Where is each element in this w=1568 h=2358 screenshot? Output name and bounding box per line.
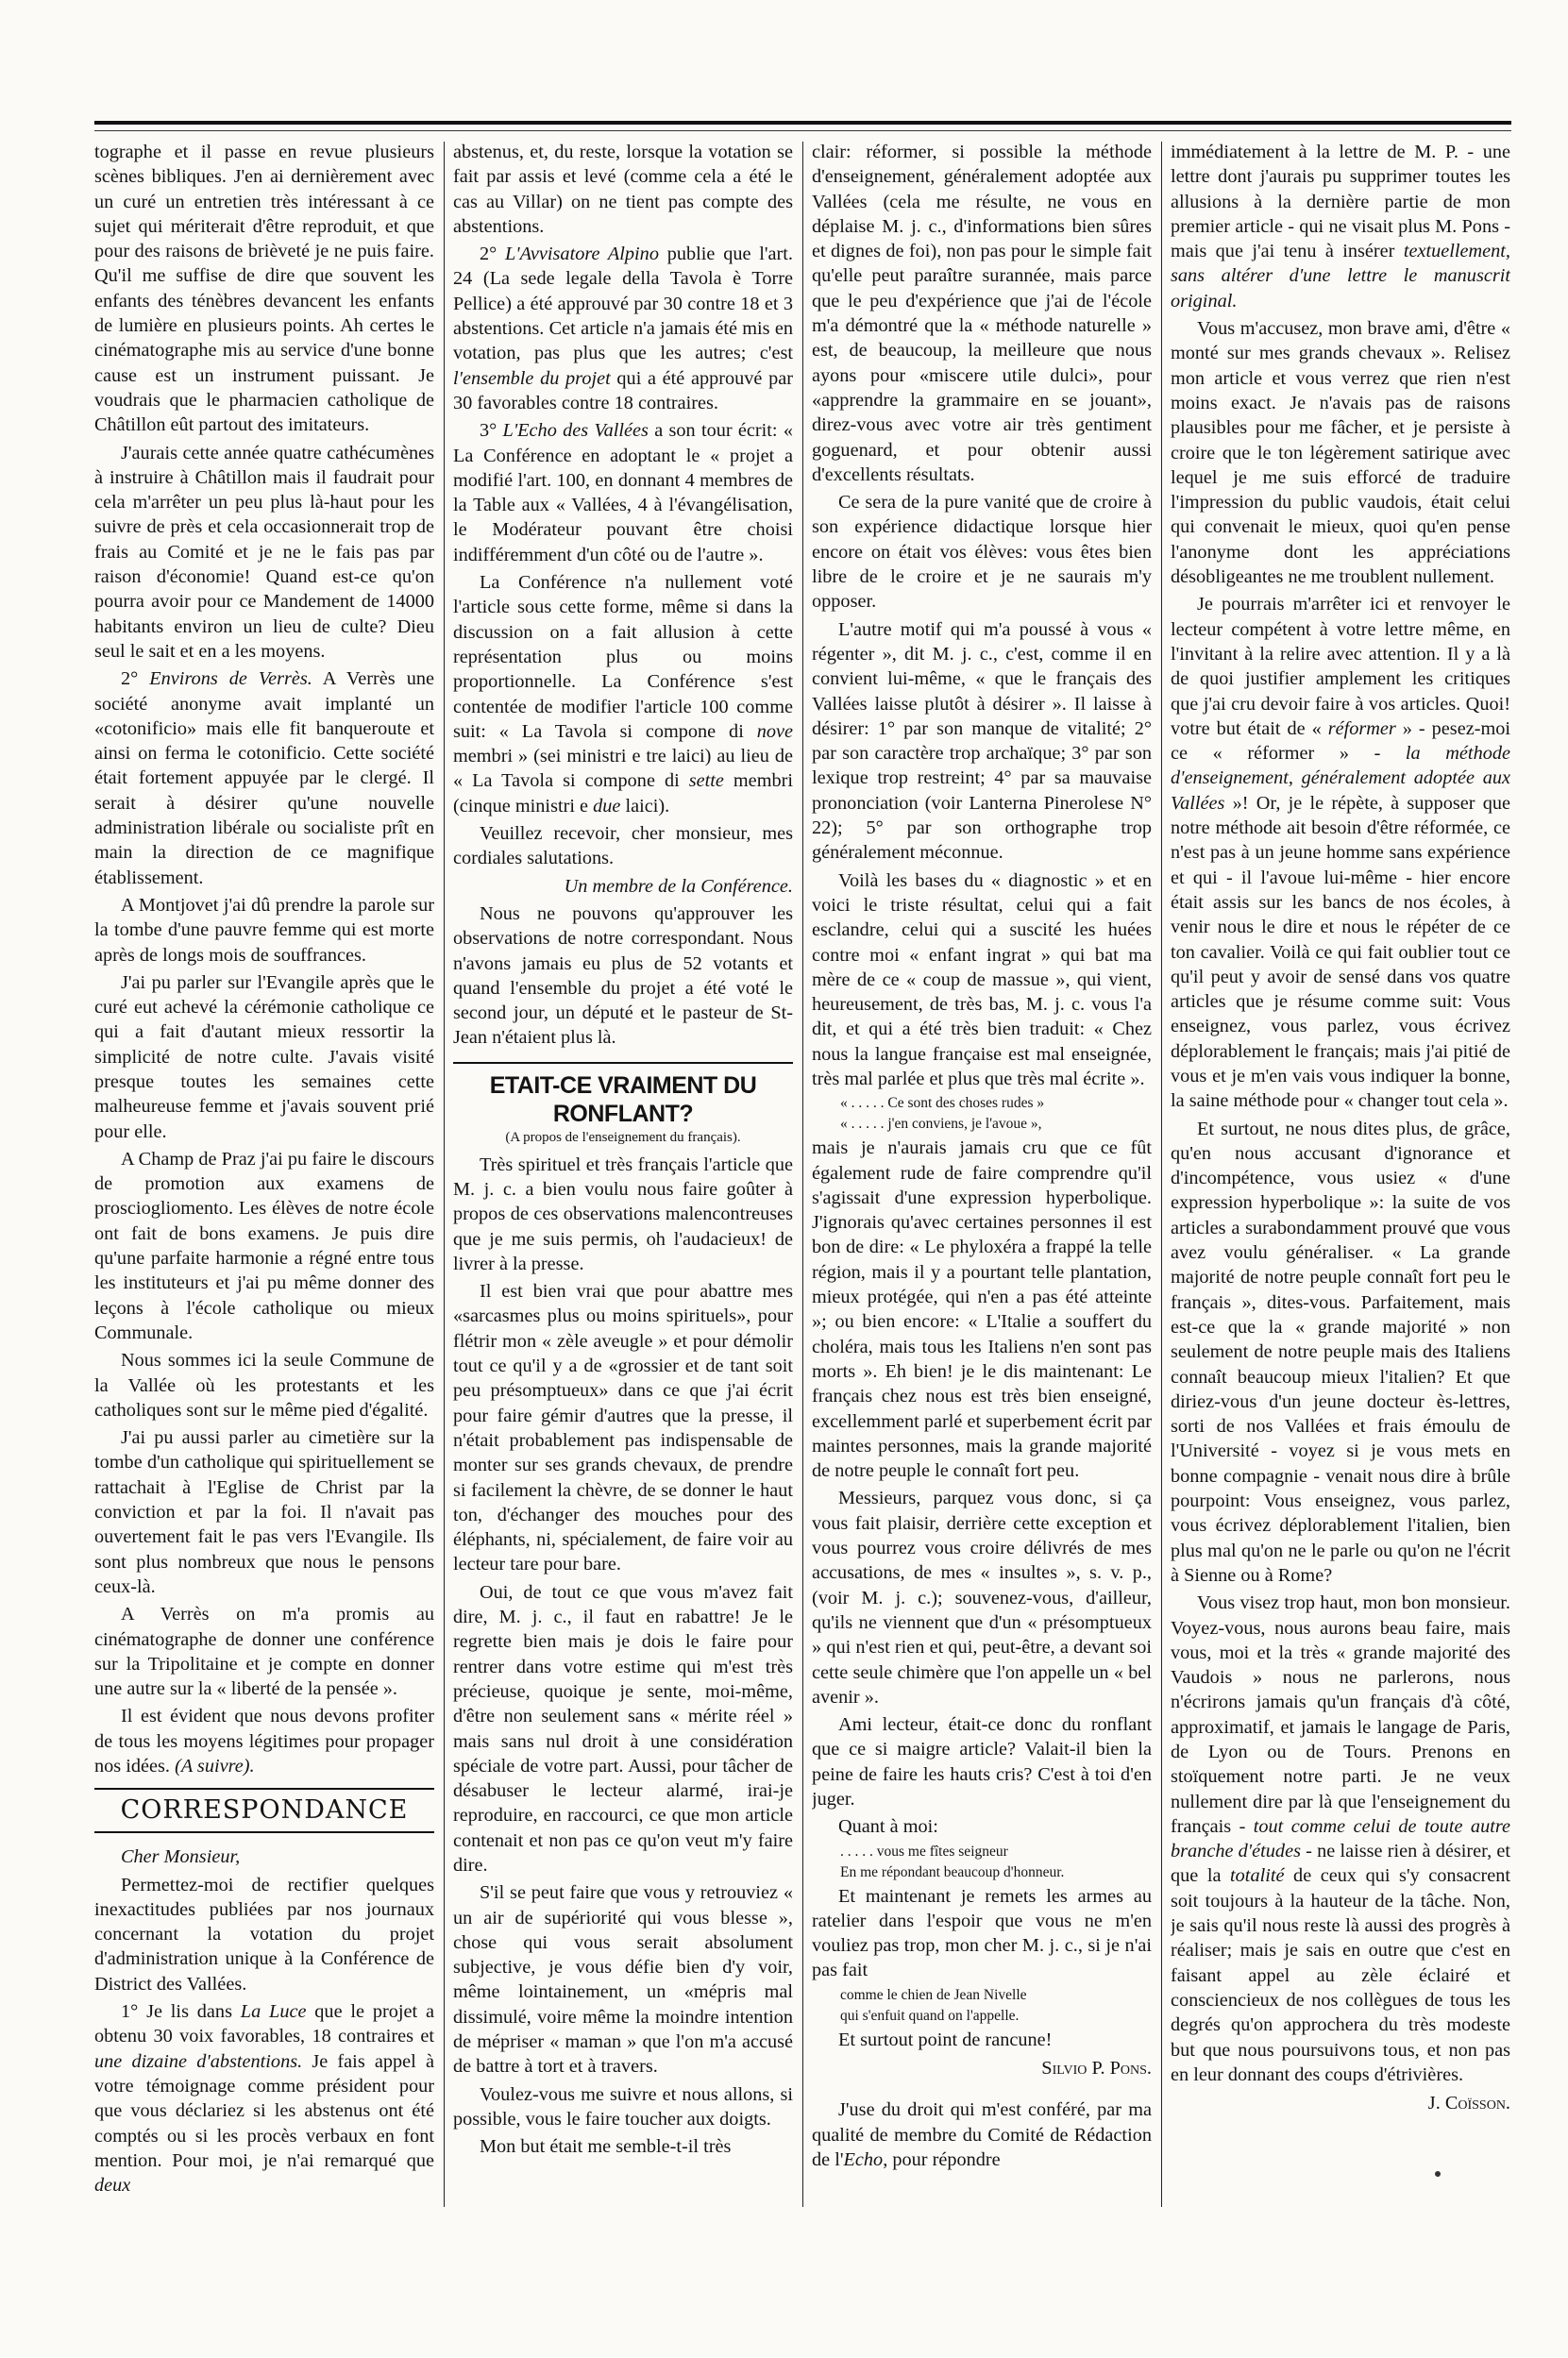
paragraph: Oui, de tout ce que vous m'avez fait dire, M. j. c., il faut en rabattre! Je le regrette bien mais je dois le faire pour rentrer dans votre estime qui m'est très précieuse, quoique je sente, moi-même, d'être non seulement sans « mérite réel » mais sans nul droit à une considération spéciale de votre part. Aussi, pour tâcher de désabuser le lecteur alarmé, irai-je reproduire, en raccourci, ce que mon article contenait et non pas ce qu'on veut m'y faire dire. xyxy=(453,1581,793,1876)
paragraph: Nous sommes ici la seule Commune de la Vallée où les protestants et les catholiques sont sur le même pied d'égalité. xyxy=(94,1350,434,1421)
text: L'Avvisatore Alpino xyxy=(505,244,659,265)
column-divider xyxy=(444,142,445,2207)
text: textuellement, sans altérer d'une lettre le manuscrit original. xyxy=(1171,241,1510,312)
paragraph: Et maintenant je remets les armes au ratelier dans l'espoir que vous ne m'en vouliez pas trop, mon cher M. j. c., si je n'ai pas fait xyxy=(812,1885,1152,1981)
paragraph: Vous m'accusez, mon brave ami, d'être « monté sur mes grands chevaux ». Relisez mon article et vous verrez que rien n'est moins exact. Je n'avais pas de raisons plausibles pour me fâcher, et je persiste à croire que le ton légèrement satirique avec lequel je me suis efforcé de traduire l'impression du public vaudois, était celui qui convenait le mieux, quoi qu'en pense l'anonyme dont les appréciations désobligeantes ne me troublent nullement. xyxy=(1171,318,1510,588)
top-rule-thin xyxy=(94,130,1511,131)
quote-verse: qui s'enfuit quand on l'appelle. xyxy=(840,2007,1020,2024)
text: a son tour écrit: « La Conférence en adoptant le « projet a modifié l'art. 100, en donnant 4 membres de la Table aux « Vallées, 4 à l'évangélisation, le Modérateur pouvant être choisi indifféremment d'un côté ou de l'autre ». xyxy=(453,420,793,565)
text: la méthode d'enseignement, généralement adoptée aux Vallées xyxy=(1171,743,1510,814)
paragraph: Voilà les bases du « diagnostic » et en voici le triste résultat, celui qui a fait esclandre, celui qui a suscité les huées contre moi « enfant ingrat » qui bat ma mère de ce « coup de massue », qui vient, heureusement, de très bas, M. j. c. vous l'a dit, et qui a été très bien traduit: « Chez nous la langue française est mal enseignée, très mal parlée et plus que très mal écrite ». xyxy=(812,869,1152,1089)
paragraph: J'ai pu aussi parler au cimetière sur la tombe d'un catholique qui spirituellement se rattachait à l'Eglise de Christ par la conviction et par la foi. Il n'avait pas ouvertement fait le pas vers l'Evangile. Ils sont plus nombreux que nous le pensons ceux-là. xyxy=(94,1427,434,1597)
paragraph: Et surtout point de rancune! xyxy=(838,2029,1053,2050)
signature: Silvio P. Pons. xyxy=(1041,2058,1152,2080)
paragraph xyxy=(1171,1591,1510,2087)
paragraph xyxy=(1171,592,1510,1113)
paragraph xyxy=(94,666,434,890)
paragraph xyxy=(453,570,793,818)
paragraph: Quant à moi: xyxy=(838,1816,938,1838)
section-heading-correspondance: CORRESPONDANCE xyxy=(94,1788,434,1833)
paragraph: S'il se peut faire que vous y retrouviez « un air de supériorité qui vous blesse », chose qui vous serait absolument subjective, je vous défie bien d'y voir, même lointainement, un «mépris mal dissimulé, voire même la moindre intention de mépriser « maman » que l'on m'a accusé de battre à tort et à travers. xyxy=(453,1882,793,2078)
text: »! Or, je le répète, à supposer que notre méthode ait besoin d'être réformée, ce n'est pas à un jeune homme sans expérience et qui - il l'avoue lui-même - hier encore était assis sur les bancs de nos écoles, à venir nous le dire et nous le répéter de ce ton cavalier. Voilà ce qui fait oublier tout ce qu'il peut y avoir de sensé dans vos quatre articles que je résume comme suit: Vous enseignez, vous parlez, vous écrivez déplorablement le français; mais j'ai pitié de vous et je m'en vais vous indiquer la bonne, la saine méthode pour « changer tout cela ». xyxy=(1171,792,1510,1112)
text: due xyxy=(593,795,621,817)
paragraph xyxy=(812,2097,1152,2172)
top-rule xyxy=(94,121,1511,125)
text: Cher Monsieur, xyxy=(121,1846,241,1868)
text: L'Echo des Vallées xyxy=(502,420,649,442)
to-be-continued: (A suivre). xyxy=(175,1756,255,1777)
paragraph: J'aurais cette année quatre cathécumènes à instruire à Châtillon mais il faudrait pour cela m'arrêter un peu plus là-haut pour les suivre de près et cela occasionnerait trop de frais au Comité et je ne le fais pas par raison d'économie! Quand est-ce qu'on pourra avoir pour ce Mandement de 14000 habitants environ un lieu de culte? Dieu seul le sait et en a les moyens. xyxy=(94,442,434,662)
paragraph: abstenus, et, du reste, lorsque la votation se fait par assis et levé (comme cela a été le cas au Villar) on ne tient pas compte des abstentions. xyxy=(453,142,793,237)
paragraph: A Verrès on m'a promis au cinématographe de donner une conférence sur la Tripolitaine et je compte en donner une autre sur la « liberté de la pensée ». xyxy=(94,1604,434,1700)
column-4 xyxy=(1171,140,1510,2216)
paragraph: A Champ de Praz j'ai pu faire le discours de promotion aux examens de prosciogliomento. Les élèves de notre école ont fait de bons examens. Je puis dire qu'une parfaite harmonie a régné entre tous les instituteurs et j'ai pu même donner des leçons à l'école catholique ou mieux Communale. xyxy=(94,1148,434,1343)
section-title: Environs de Verrès. xyxy=(149,668,312,690)
paragraph xyxy=(94,1999,434,2198)
text: La Luce xyxy=(240,2001,307,2023)
text: Un membre de la Conférence. xyxy=(564,875,793,897)
paragraph: Messieurs, parquez vous donc, si ça vous fait plaisir, derrière cette exception et vous pourrez vous croire délivrés de mes accusations, de mes « insultes », s. v. p., (voir M. j. c.); souvenez-vous, d'ailleur, qu'ils ne viennent que d'un « présomptueux » qui n'est rien et qui, peut-être, a devant soi cette seule chimère que l'on appelle un « bel avenir ». xyxy=(812,1488,1152,1708)
text: sette xyxy=(688,770,724,792)
article-title: ETAIT-CE VRAIMENT DU RONFLANT? xyxy=(453,1062,793,1128)
paragraph: mais je n'aurais jamais cru que ce fût également rude de faire comprendre qu'il s'agissait d'une expression hyperbolique. J'ignorais qu'avec certaines personnes il est bon de dire: « Le phyloxéra a frappé la telle région, mais il y a pourtant telle plantation, mieux protégée, qui n'en a pas été atteinte »; ou bien encore: « L'Italie a souffert du choléra, mais tous les Italiens n'en sont pas morts ». Eh bien! je le dis maintenant: Le français chez nous est très bien enseigné, excellemment parlé et superbement écrit par maintes personnes, mais la grande majorité de notre peuple le connaît fort peu. xyxy=(812,1137,1152,1482)
column-2 xyxy=(453,140,793,2216)
paragraph xyxy=(94,1704,434,1778)
text: que le projet a obtenu 30 voix favorables, 18 contraires et xyxy=(94,2001,434,2047)
text: l'ensemble du projet xyxy=(453,367,611,389)
column-3 xyxy=(812,140,1152,2216)
text: 2° xyxy=(480,244,506,265)
text: nove xyxy=(756,720,793,742)
paragraph: Très spirituel et très français l'article que M. j. c. a bien voulu nous faire goûter à propos de ces observations malencontreuses que je me suis permis, oh l'audacieux! de livrer à la presse. xyxy=(453,1154,793,1274)
text: Il est évident que nous devons profiter de tous les moyens légitimes pour propager nos idées. xyxy=(94,1706,434,1777)
paragraph: clair: réformer, si possible la méthode d'enseignement, généralement adoptée aux Vallées (cela me résulte, ne vous en déplaise M. j. c., d'informations bien sûres et dignes de foi), non pas pour le simple fait qu'elle peut paraître surannée, mais parce que le peu d'expérience que j'ai de l'école m'a démontré que la « méthode naturelle » est, de beaucoup, la meilleure que nous ayons pour «miscere utile dulci», pour «apprendre la grammaire en se jouant», direz-vous avec votre air très gentiment goguenard, et pour obtenir aussi d'excellents résultats. xyxy=(812,142,1152,485)
text: 2° xyxy=(121,668,150,690)
text: immédiatement à la lettre de M. P. - une lettre dont j'aurais pu supprimer toutes les allusions à la dernière partie de mon premier article - qui ne visait plus M. Pons - mais que j'ai tenu à insérer xyxy=(1171,142,1510,262)
text: Echo xyxy=(843,2148,884,2170)
salutation xyxy=(94,1844,434,1869)
signature xyxy=(453,874,793,899)
paragraph: Veuillez recevoir, cher monsieur, mes cordiales salutations. xyxy=(453,823,793,869)
text: membri » (sei ministri e tre laici) au lieu de « La Tavola si compone di xyxy=(453,746,793,792)
text: - ne laisse rien à désirer, et que la xyxy=(1171,1841,1510,1887)
text: » - pesez-moi ce « réformer » - xyxy=(1171,717,1510,765)
text: deux xyxy=(94,2175,131,2197)
paragraph: J'ai pu parler sur l'Evangile après que le curé eut achevé la cérémonie catholique ce qui a fait d'autant mieux ressortir la simplicité de notre culte. J'avais visité presque toutes les semaines cette malheureuse femme et j'avais souvent prié pour elle. xyxy=(94,971,434,1142)
text: Je pourrais m'arrêter ici et renvoyer le lecteur compétent à votre lettre même, en l'invitant à la relire avec attention. Il y a là de quoi justifier amplement les critiques que j'ai cru devoir faire à vos articles. Quoi! votre but était de « xyxy=(1171,594,1510,739)
text: membri (cinque ministri e xyxy=(453,770,793,817)
ink-dot-icon xyxy=(1435,2171,1441,2177)
quote-verse: « . . . . . j'en conviens, je l'avoue », xyxy=(840,1116,1042,1133)
text: totalité xyxy=(1230,1865,1285,1887)
paragraph: Mon but était me semble-t-il très xyxy=(480,2136,732,2158)
quote-verse: comme le chien de Jean Nivelle xyxy=(840,1986,1027,2003)
article-subtitle: (A propos de l'enseignement du français). xyxy=(505,1129,741,1145)
text: 1° Je lis dans xyxy=(121,2001,241,2023)
column-divider xyxy=(1161,142,1162,2207)
paragraph xyxy=(453,418,793,567)
text: A Verrès une société anonyme avait implanté un «cotonificio» mais elle fit banqueroute et ainsi on ferma le cotonificio. Cette société était fortement appuyée par le clergé. Il serait à désirer qu'une nouvelle administration libérale ou socialiste prît en main la direction de ce magnifique établissement. xyxy=(94,668,434,888)
text: La Conférence n'a nullement voté l'article sous cette forme, même si dans la discussion on a fait allusion à cette représentation plus ou moins proportionnelle. La Conférence s'est contentée de modifier l'article 100 comme suit: « La Tavola si compone di xyxy=(453,572,793,742)
text: 3° xyxy=(480,420,503,442)
paragraph: A Montjovet j'ai dû prendre la parole sur la tombe d'une pauvre femme qui est morte après de longs mois de souffrances. xyxy=(94,894,434,966)
text: Je fais appel à votre témoignage comme président pour que vous déclariez si les abstenus ont été comptés ou si les procès verbaux en font mention. Pour moi, je n'ai remarqué que xyxy=(94,2050,434,2171)
text: tout comme celui de toute autre branche d'études xyxy=(1171,1815,1510,1862)
paragraph: Il est bien vrai que pour abattre mes «sarcasmes plus ou moins spirituels», pour flétrir mon « zèle aveugle » et pour démolir tout ce qu'il y a de «grossier et de tant soit peu présomptueux» dans ce que j'ai écrit pour faire gémir d'autres que la presse, il n'était probablement pas indispensable de monter sur ses grands chevaux, de prendre si facilement la chèvre, de se donner le haut ton, d'échanger des mouches pour des éléphants, ni, spécialement, de faire voir au lecteur tare pour bare. xyxy=(453,1281,793,1575)
signature: J. Coïsson. xyxy=(1427,2093,1510,2114)
text: une dizaine d'abstentions. xyxy=(94,2050,303,2072)
text: publie que l'art. 24 (La sede legale della Tavola è Torre Pellice) a été approuvé par 30 contre 18 et 3 abstentions. Cet article n'a jamais été mis en votation, pas plus que les autres; c'est xyxy=(453,244,793,364)
paragraph: L'autre motif qui m'a poussé à vous « régenter », dit M. j. c., c'est, comme il en convient lui-même, « que le français des Vallées laisse plutôt à désirer ». Il laisse à désirer: 1° par son manque de vitalité; 2° par son caractère trop archaïque; 3° par son lexique trop restreint; 4° par sa mauvaise prononciation (voir Lanterna Pinerolese N° 22); 5° par son orthographe trop généralement méconnue. xyxy=(812,618,1152,864)
text: de ceux qui s'y consacrent soit toujours à la hauteur de la tâche. Non, je sais qu'il nous reste là aussi des progrès à réaliser; mais je sais en outre que c'est en faisant appel au zèle éclairé et consciencieux de nos collègues de tous les degrés qu'on approchera du très modeste but que nous poursuivons tous, et non pas en leur donnant des coups d'étrivières. xyxy=(1171,1865,1510,2085)
paragraph: Voulez-vous me suivre et nous allons, si possible, vous le faire toucher aux doigts. xyxy=(453,2083,793,2130)
text: laici). xyxy=(620,795,670,817)
column-1 xyxy=(94,140,434,2216)
paragraph xyxy=(453,242,793,415)
column-divider xyxy=(802,142,803,2207)
paragraph: Ami lecteur, était-ce donc du ronflant que ce si maigre article? Valait-il bien la peine de faire les hauts cris? C'est à toi d'en juger. xyxy=(812,1714,1152,1810)
text: réformer xyxy=(1327,717,1396,739)
text: qui a été approuvé par 30 favorables contre 18 contraires. xyxy=(453,367,793,413)
paragraph: Nous ne pouvons qu'approuver les observations de notre correspondant. Nous n'avons jamais eu plus de 52 votants et quand l'ensemble du projet a été voté le second jour, un député et le pasteur de St-Jean n'étaient plus là. xyxy=(453,902,793,1049)
paragraph: Permettez-moi de rectifier quelques inexactitudes publiées par nos journaux concernant la votation du projet d'administration unique à la Conférence de District des Vallées. xyxy=(94,1874,434,1995)
paragraph: tographe et il passe en revue plusieurs scènes bibliques. J'en ai dernièrement avec un curé un entretien très intéressant à ce sujet qui mériterait d'être reproduit, et que pour des raisons de brièveté je ne puis faire. Qu'il me suffise de dire que souvent les enfants des ténèbres devancent les enfants de lumière en plusieurs points. Ah certes le cinématographe mis au service d'une bonne cause est un instrument puissant. Je voudrais que le pharmacien catholique de Châtillon eût partout des imitateurs. xyxy=(94,142,434,436)
quote-verse: En me répondant beaucoup d'honneur. xyxy=(840,1863,1065,1880)
paragraph xyxy=(1171,140,1510,313)
quote-verse: . . . . . vous me fîtes seigneur xyxy=(840,1843,1008,1860)
paragraph: Et surtout, ne nous dites plus, de grâce, qu'en nous accusant d'ignorance et d'incompétence, vous usiez « d'une expression hyperbolique »: la suite de vos articles a surabondamment prouvé que vous avez voulu généraliser. « La grande majorité de notre peuple connaît fort peu le français », dites-vous. Parfaitement, mais est-ce que la « grande majorité » non seulement de notre peuple mais des Italiens connaît beaucoup mieux l'italien? Et que diriez-vous d'un jeune docteur ès-lettres, sorti de nos Vallées et frais émoulu de l'Université - voyez si je vous mets en bonne compagnie - venait nous dire à brûle pourpoint: Vous enseignez, vous parlez, vous écrivez déplorablement l'italien, bien plus mal qu'on ne le parle ou qu'on ne l'écrit à Sienne ou à Rome? xyxy=(1171,1118,1510,1586)
text: , pour répondre xyxy=(883,2148,1001,2170)
paragraph: Ce sera de la pure vanité que de croire à son expérience didactique lorsque hier encore on était vos élèves: vous êtes bien libre de le croire et je ne saurais m'y opposer. xyxy=(812,492,1152,613)
quote-verse: « . . . . . Ce sont des choses rudes » xyxy=(840,1095,1045,1112)
text: J'use du droit qui m'est conféré, par ma qualité de membre du Comité de Rédaction de l' xyxy=(812,2099,1152,2170)
text: Vous visez trop haut, mon bon monsieur. Voyez-vous, nous aurons beau faire, mais vous, moi et la très « grande majorité des Vaudois » nous ne parlerons, nous n'écrirons jamais qu'un français d'à côté, approximatif, et jamais le langage de Paris, de Lyon ou de Tours. Prenons en stoïquement notre parti. Je ne veux nullement dire par là que l'enseignement du français - xyxy=(1171,1592,1510,1837)
